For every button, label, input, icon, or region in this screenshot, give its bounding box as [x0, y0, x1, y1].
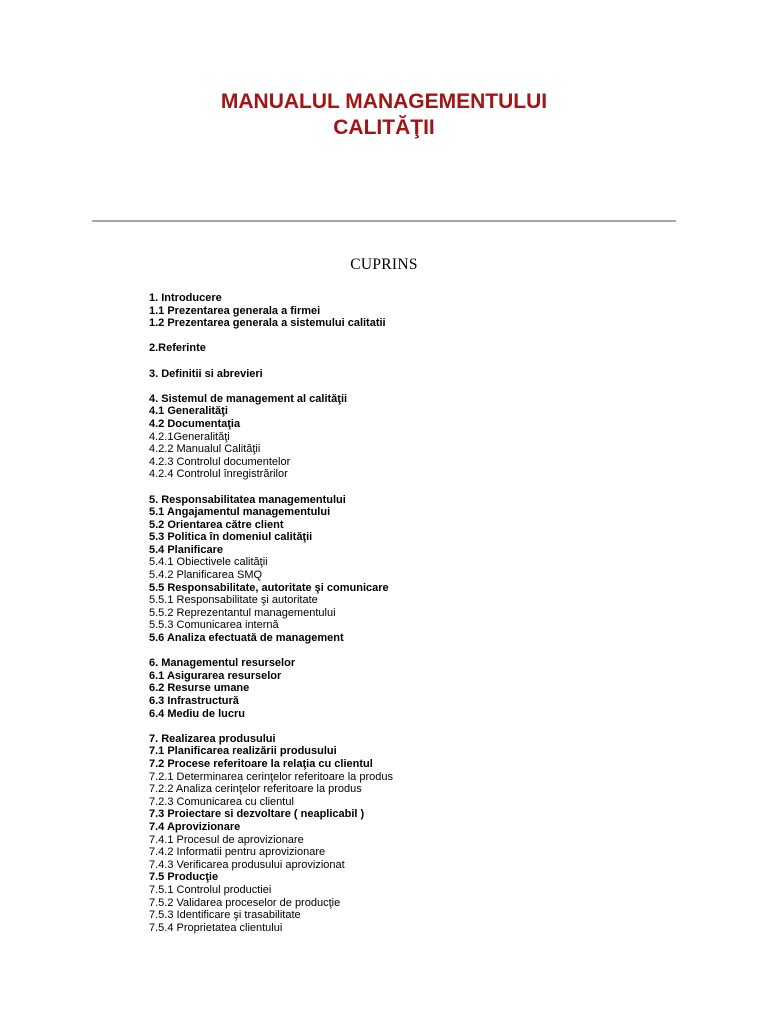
toc-section-entry: 7. Realizarea produsului: [149, 732, 276, 745]
toc-spacer: [149, 720, 393, 733]
toc-spacer: [149, 481, 393, 494]
toc-spacer: [149, 380, 393, 393]
toc-section-entry: 5.5 Responsabilitate, autoritate şi comunicare: [149, 581, 389, 594]
toc-subsection-entry: 7.4.2 Informatii pentru aprovizionare: [149, 846, 326, 859]
toc-section-entry: 7.5 Producţie: [149, 871, 219, 884]
horizontal-divider: [92, 220, 676, 222]
toc-subsection-entry: 7.5.2 Validarea proceselor de producţie: [149, 896, 341, 909]
toc-subsection-entry: 4.2.4 Controlul înregistrărilor: [149, 468, 288, 481]
toc-section-entry: 5. Responsabilitatea managementului: [149, 493, 346, 506]
toc-section-entry: 7.1 Planificarea realizării produsului: [149, 745, 337, 758]
toc-subsection-entry: 5.5.3 Comunicarea internă: [149, 619, 279, 632]
toc-subsection-entry: 7.2.2 Analiza cerinţelor referitoare la produs: [149, 783, 362, 796]
toc-subsection-entry: 5.5.2 Reprezentantul managementului: [149, 606, 336, 619]
toc-section-entry: 7.4 Aprovizionare: [149, 820, 241, 833]
title-line-1: MANUALUL MANAGEMENTULUI: [220, 90, 548, 113]
toc-section-entry: 5.3 Politica în domeniul calităţii: [149, 531, 313, 544]
toc-section-entry: 6.4 Mediu de lucru: [149, 707, 245, 720]
toc-section-entry: 7.3 Proiectare si dezvoltare ( neaplicabil ): [149, 808, 365, 821]
toc-subsection-entry: 5.4.2 Planificarea SMQ: [149, 569, 263, 582]
toc-subsection-entry: 7.4.1 Procesul de aprovizionare: [149, 833, 304, 846]
toc-section-entry: 5.6 Analiza efectuată de management: [149, 632, 344, 645]
toc-section-entry: 5.2 Orientarea către client: [149, 518, 284, 531]
toc-section-entry: 1.2 Prezentarea generala a sistemului calitatii: [149, 317, 386, 330]
toc-subsection-entry: 4.2.1Generalităţi: [149, 430, 230, 443]
toc-section-entry: 1.1 Prezentarea generala a firmei: [149, 304, 321, 317]
toc-section-entry: 5.1 Angajamentul managementului: [149, 506, 331, 519]
toc-subsection-entry: 5.5.1 Responsabilitate şi autoritate: [149, 594, 318, 607]
toc-subsection-entry: 7.5.1 Controlul productiei: [149, 883, 272, 896]
toc-subsection-entry: 7.4.3 Verificarea produsului aprovizionat: [149, 858, 345, 871]
title-line-2: CALITĂŢII: [333, 116, 435, 139]
toc-section-entry: 6.2 Resurse umane: [149, 682, 250, 695]
toc-subsection-entry: 7.2.3 Comunicarea cu clientul: [149, 795, 294, 808]
toc-subsection-entry: 5.4.1 Obiectivele calităţii: [149, 556, 268, 569]
toc-spacer: [149, 645, 393, 658]
table-of-contents-heading: CUPRINS: [350, 256, 418, 273]
toc-section-entry: 1. Introducere: [149, 292, 222, 304]
toc-subsection-entry: 7.2.1 Determinarea cerinţelor referitoare la produs: [149, 770, 393, 783]
toc-section-entry: 7.2 Procese referitoare la relaţia cu clientul: [149, 757, 373, 770]
toc-spacer: [149, 355, 393, 368]
document-title: [0, 89, 768, 141]
toc-subsection-entry: 7.5.4 Proprietatea clientului: [149, 921, 283, 934]
toc-spacer: [149, 330, 393, 343]
toc-section-entry: 4.2 Documentaţia: [149, 417, 241, 430]
toc-section-entry: 6.3 Infrastructură: [149, 695, 239, 707]
toc-section-entry: 4.1 Generalităţi: [149, 405, 228, 418]
toc-section-entry: 6. Managementul resurselor: [149, 657, 296, 670]
table-of-contents: [149, 292, 393, 934]
toc-subsection-entry: 7.5.3 Identificare şi trasabilitate: [149, 909, 301, 922]
toc-section-entry: 3. Definitii si abrevieri: [149, 367, 263, 380]
toc-subsection-entry: 4.2.2 Manualul Calităţii: [149, 443, 261, 456]
toc-section-entry: 6.1 Asigurarea resurselor: [149, 669, 282, 682]
toc-section-entry: 5.4 Planificare: [149, 543, 223, 556]
toc-section-entry: 2.Referinte: [149, 342, 206, 355]
toc-section-entry: 4. Sistemul de management al calităţii: [149, 392, 348, 405]
toc-subsection-entry: 4.2.3 Controlul documentelor: [149, 455, 291, 468]
